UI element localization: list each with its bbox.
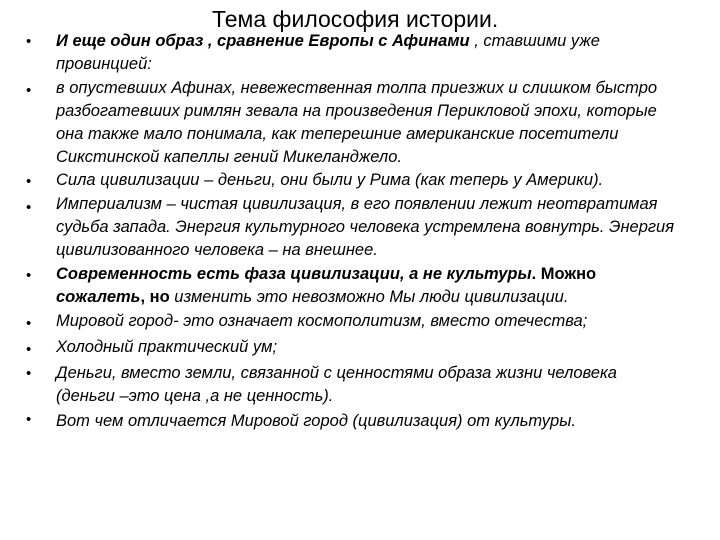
bullet-marker: • — [26, 173, 32, 190]
text-bold: , но — [140, 288, 175, 306]
bullet-marker: • — [26, 267, 32, 284]
text-bold-italic: И еще один образ , сравнение Европы с Афинами — [56, 32, 470, 50]
text-line: разбогатевших римлян зевала на произведения Перикловой эпохи, которые — [56, 102, 657, 120]
text-italic: , ставшими уже — [469, 32, 600, 50]
text-italic: изменить это невозможно Мы люди цивилизации. — [174, 288, 569, 306]
text-line — [56, 286, 568, 308]
bullet-marker: • — [26, 82, 32, 99]
text-line: Империализм – чистая цивилизация, в его появлении лежит неотвратимая — [56, 195, 658, 213]
text-line: провинцией: — [56, 55, 152, 73]
text-line: Сикстинской капеллы гений Микеланджело. — [56, 148, 402, 166]
bullet-marker: • — [26, 33, 32, 50]
text-line: Сила цивилизации – деньги, они были у Рима (как теперь у Америки). — [56, 171, 604, 189]
bullet-marker: • — [26, 365, 32, 382]
text-line: она также мало понимала, как теперешние американские посетители — [56, 125, 619, 143]
bullet-marker: • — [26, 199, 32, 216]
text-line: Вот чем отличается Мировой город (цивилизация) от культуры. — [56, 412, 576, 430]
text-bold-italic: сожалеть — [56, 288, 141, 306]
bullet-marker: • — [26, 411, 32, 428]
text-line: Мировой город- это означает космополитизм, вместо отечества; — [56, 312, 588, 330]
text-line — [56, 30, 600, 52]
text-line: в опустевших Афинах, невежественная толпа приезжих и слишком быстро — [56, 79, 658, 97]
text-line: Деньги, вместо земли, связанной с ценностями образа жизни человека — [56, 364, 617, 382]
bullet-marker: • — [26, 341, 32, 358]
bullet-marker: • — [26, 315, 32, 332]
text-line: (деньги –это цена ,а не ценность). — [56, 387, 334, 405]
text-bold-italic: Современность есть фаза цивилизации, а не культуры — [56, 265, 532, 283]
text-line — [56, 263, 596, 285]
slide-title: Тема философия истории. — [212, 6, 499, 32]
text-line: судьба запада. Энергия культурного человека устремлена вовнутрь. Энергия — [56, 218, 675, 236]
text-bold: . Можно — [531, 265, 597, 283]
text-line: цивилизованного человека – на внешнее. — [56, 241, 378, 259]
text-line: Холодный практический ум; — [56, 338, 278, 356]
